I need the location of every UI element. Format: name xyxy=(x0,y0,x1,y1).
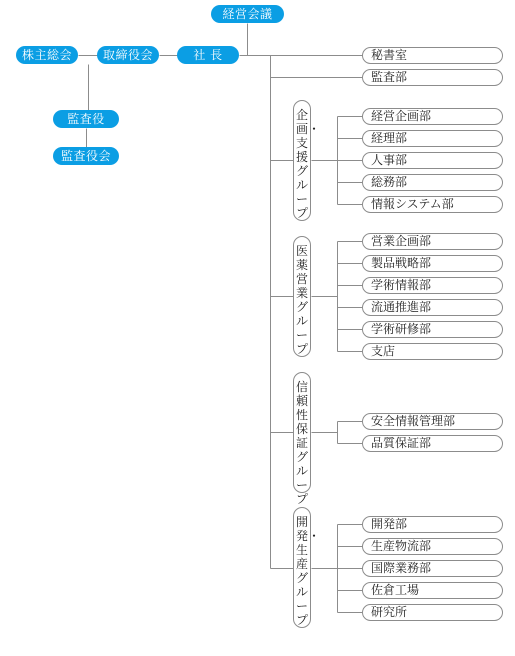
dept-box: 開発部 xyxy=(362,516,503,533)
audit-board-box: 監査役会 xyxy=(53,147,119,165)
group-box xyxy=(293,372,311,506)
auditor-box: 監査役 xyxy=(53,110,119,128)
dept-box: 学術研修部 xyxy=(362,321,503,338)
dept-box: 研究所 xyxy=(362,604,503,621)
dept-box: 秘書室 xyxy=(362,47,503,64)
dept-box: 監査部 xyxy=(362,69,503,86)
group-box xyxy=(293,236,311,357)
dept-box: 安全情報管理部 xyxy=(362,413,503,430)
dept-box: 品質保証部 xyxy=(362,435,503,452)
group-box xyxy=(293,507,321,628)
group-label: 開発・生産グループ xyxy=(296,515,321,627)
management-council-box: 経営会議 xyxy=(211,5,284,23)
group-label: 信頼性保証グループ xyxy=(296,380,309,506)
group-label: 医薬営業グループ xyxy=(296,244,309,356)
dept-box: 製品戦略部 xyxy=(362,255,503,272)
dept-box: 国際業務部 xyxy=(362,560,503,577)
dept-box: 生産物流部 xyxy=(362,538,503,555)
dept-box: 人事部 xyxy=(362,152,503,169)
dept-box: 流通推進部 xyxy=(362,299,503,316)
shareholders-meeting-box: 株主総会 xyxy=(16,46,78,64)
dept-box: 支店 xyxy=(362,343,503,360)
group-box xyxy=(293,100,321,221)
board-of-directors-box: 取締役会 xyxy=(97,46,159,64)
group-label: 企画・支援グループ xyxy=(296,108,321,220)
dept-box: 総務部 xyxy=(362,174,503,191)
dept-box: 営業企画部 xyxy=(362,233,503,250)
dept-box: 経理部 xyxy=(362,130,503,147)
dept-box: 学術情報部 xyxy=(362,277,503,294)
president-box: 社 長 xyxy=(177,46,239,64)
dept-box: 経営企画部 xyxy=(362,108,503,125)
dept-box: 情報システム部 xyxy=(362,196,503,213)
dept-box: 佐倉工場 xyxy=(362,582,503,599)
